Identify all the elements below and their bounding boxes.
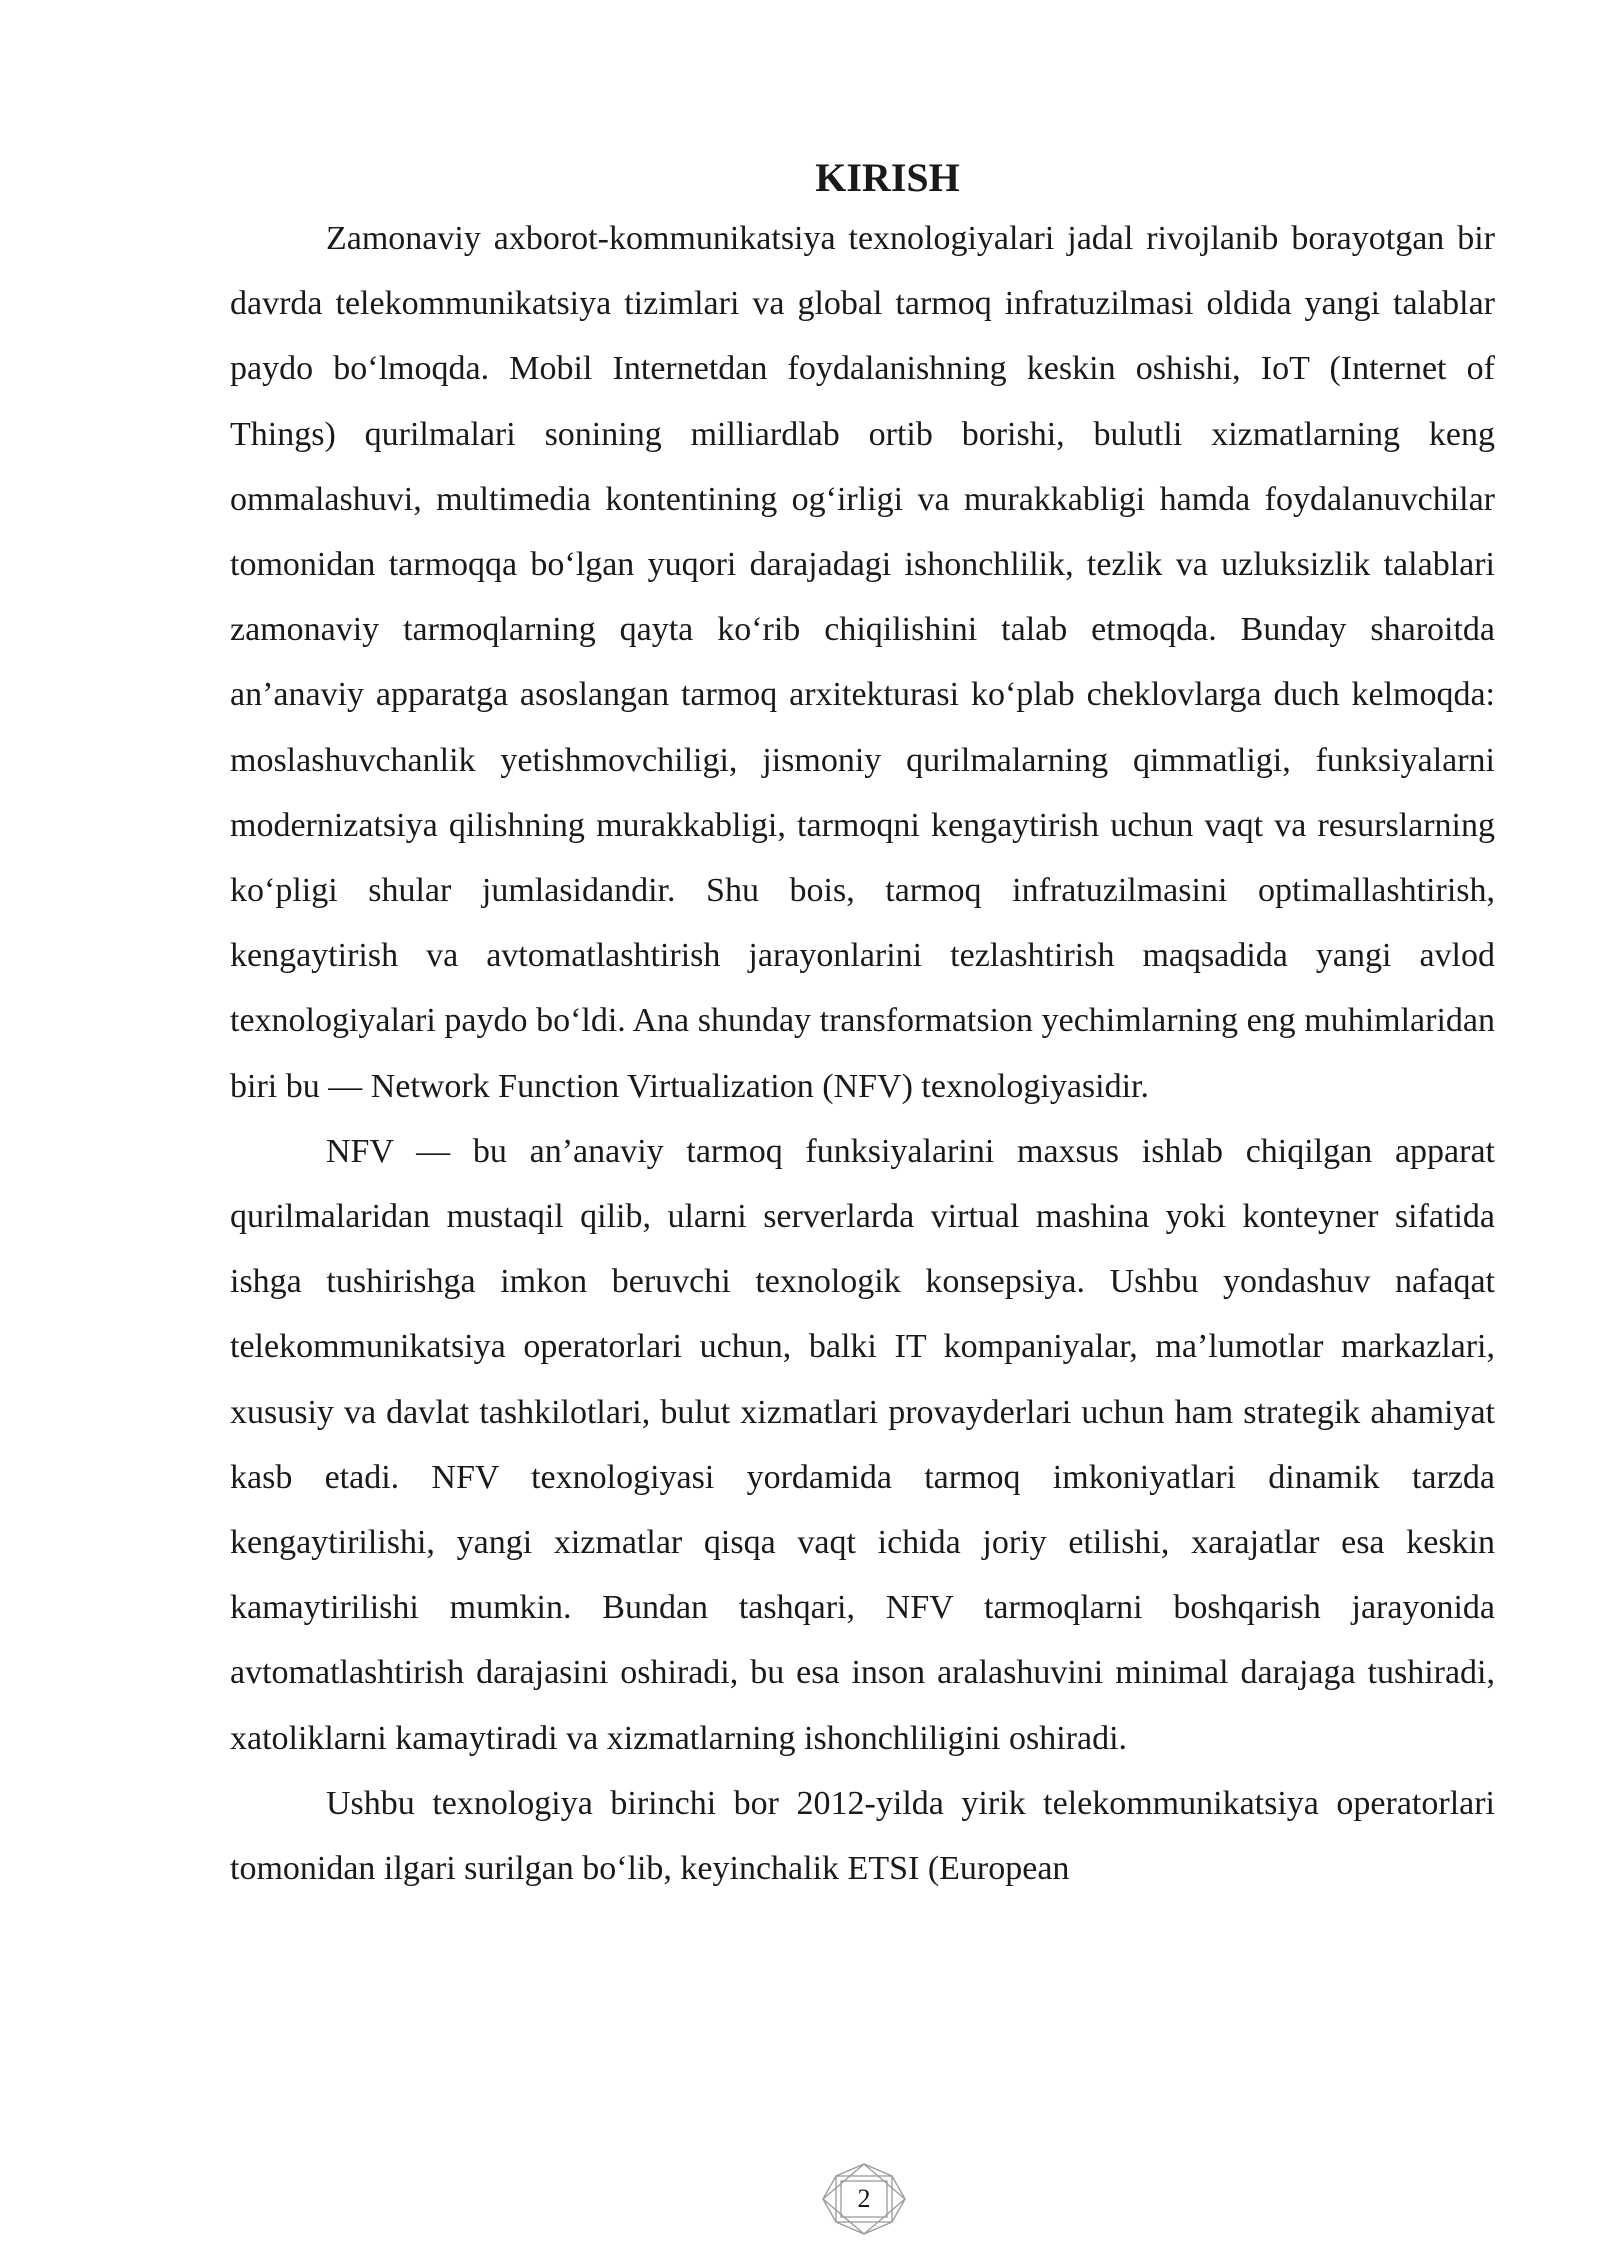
page-content	[230, 150, 1495, 1901]
page-number: 2	[857, 2184, 871, 2213]
paragraph-2: NFV — bu an’anaviy tarmoq funksiyalarini maxsus ishlab chiqilgan apparat qurilmalaridan mustaqil qilib, ularni serverlarda virtual mashina yoki konteyner sifatida ishga tushirishga imkon beruvchi texnologik konsepsiya. Ushbu yondashuv nafaqat telekommunikatsiya operatorlari uchun, balki IT kompaniyalar, ma’lumotlar markazlari, xususiy va davlat tashkilotlari, bulut xizmatlari provayderlari uchun ham strategik ahamiyat kasb etadi. NFV texnologiyasi yordamida tarmoq imkoniyatlari dinamik tarzda kengaytirilishi, yangi xizmatlar qisqa vaqt ichida joriy etilishi, xarajatlar esa keskin kamaytirilishi mumkin. Bundan tashqari, NFV tarmoqlarni boshqarish jarayonida avtomatlashtirish darajasini oshiradi, bu esa inson aralashuvini minimal darajaga tushiradi, xatoliklarni kamaytiradi va xizmatlarning ishonchliligini oshiradi.	[230, 1132, 1495, 1757]
paragraph-1: Zamonaviy axborot-kommunikatsiya texnologiyalari jadal rivojlanib borayotgan bir davrda telekommunikatsiya tizimlari va global tarmoq infratuzilmasi oldida yangi talablar paydo bo‘lmoqda. Mobil Internetdan foydalanishning keskin oshishi, IoT (Internet of Things) qurilmalari sonining milliardlab ortib borishi, bulutli xizmatlarning keng ommalashuvi, multimedia kontentining og‘irligi va murakkabligi hamda foydalanuvchilar tomonidan tarmoqqa bo‘lgan yuqori darajadagi ishonchlilik, tezlik va uzluksizlik talablari zamonaviy tarmoqlarning qayta ko‘rib chiqilishini talab etmoqda. Bunday sharoitda an’anaviy apparatga asoslangan tarmoq arxitekturasi ko‘plab cheklovlarga duch kelmoqda: moslashuvchanlik yetishmovchiligi, jismoniy qurilmalarning qimmatligi, funksiyalarni modernizatsiya qilishning murakkabligi, tarmoqni kengaytirish uchun vaqt va resurslarning ko‘pligi shular jumlasidandir. Shu bois, tarmoq infratuzilmasini optimallashtirish, kengaytirish va avtomatlashtirish jarayonlarini tezlashtirish maqsadida yangi avlod texnologiyalari paydo bo‘ldi. Ana shunday transformatsion yechimlarning eng muhimlaridan biri bu — Network Function Virtualization (NFV) texnologiyasidir.	[230, 220, 1495, 1105]
page-footer	[816, 2162, 912, 2236]
page-heading: KIRISH	[815, 155, 960, 200]
paragraph-3: Ushbu texnologiya birinchi bor 2012-yilda yirik telekommunikatsiya operatorlari tomonidan ilgari surilgan bo‘lib, keyinchalik ETSI (European	[230, 1784, 1495, 1888]
